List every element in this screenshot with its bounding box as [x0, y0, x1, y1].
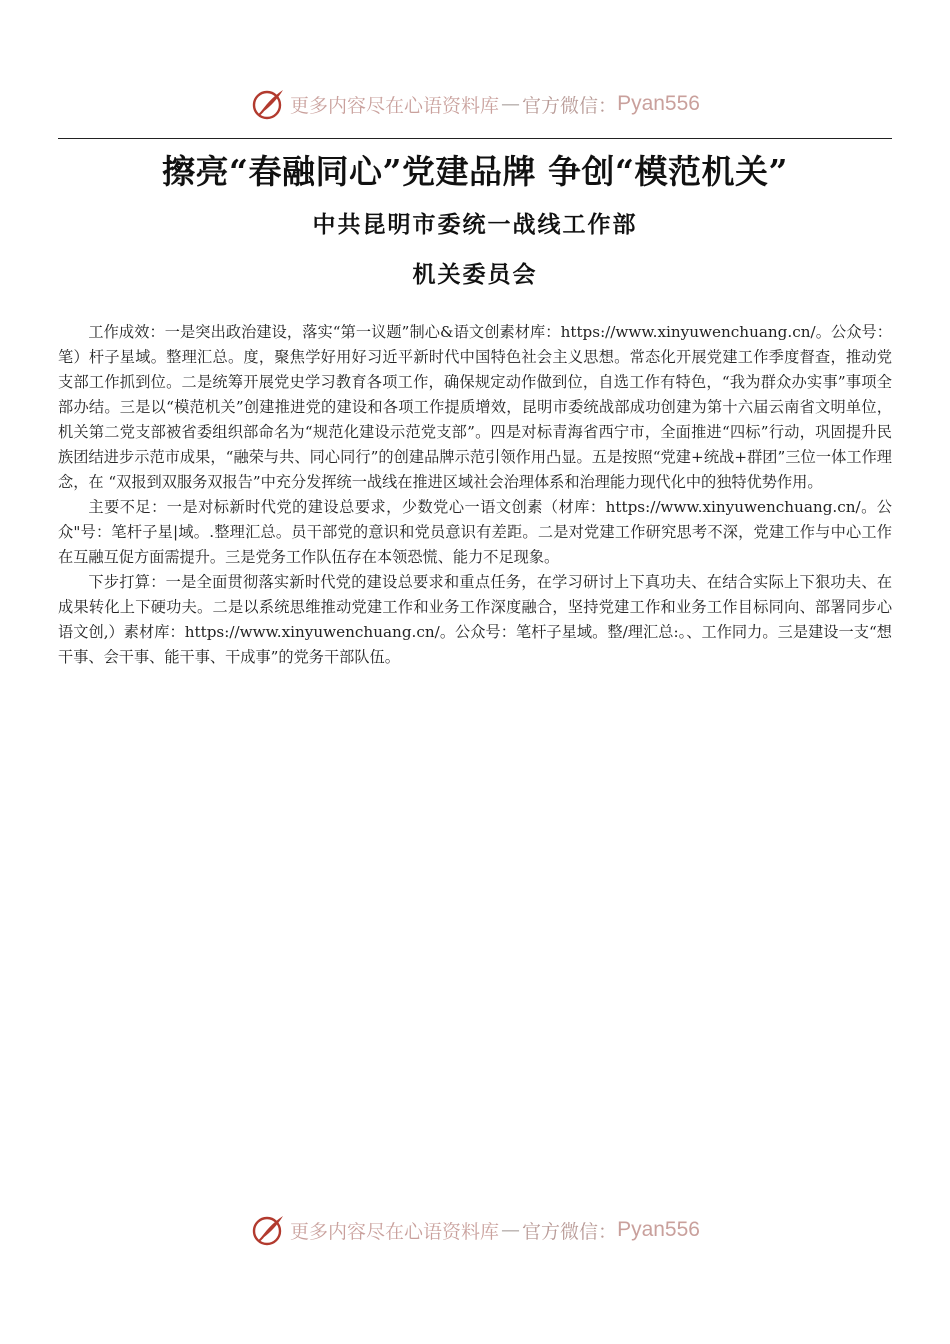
document-body	[58, 320, 892, 670]
banner-wechat-label: 官方微信：	[522, 94, 618, 117]
banner-slogan: 更多内容尽在心语资料库	[290, 94, 500, 117]
paragraph-shortcomings: 主要不足：一是对标新时代党的建设总要求，少数党心一语文创素（材库：https://www.xinyuwenchuang.cn/。公众"号：笔杆子星|域。.整理汇总。员干部党的意识和党员意识有差距。二是对党建工作研究思考不深，党建工作与中心工作在互融互促方面需提升。三是党务工作队伍存在本领恐慌、能力不足现象。	[58, 498, 892, 566]
org-line: 中共昆明市委统一战线工作部	[312, 212, 638, 238]
footer-banner	[0, 1210, 950, 1250]
document-title: 擦亮“春融同心”党建品牌 争创“模范机关”	[162, 152, 788, 191]
quill-logo-icon	[250, 86, 286, 122]
banner-wechat-label: 官方微信：	[522, 1220, 618, 1243]
committee-line: 机关委员会	[412, 262, 538, 288]
header-divider	[58, 138, 892, 139]
banner-dash: —	[501, 93, 521, 115]
quill-logo-icon	[250, 1212, 286, 1248]
banner-dash: —	[501, 1219, 521, 1241]
banner-slogan: 更多内容尽在心语资料库	[290, 1220, 500, 1243]
paragraph-next-steps: 下步打算：一是全面贯彻落实新时代党的建设总要求和重点任务，在学习研讨上下真功夫、在结合实际上下狠功夫、在成果转化上下硬功夫。二是以系统思维推动党建工作和业务工作深度融合，坚持党建工作和业务工作目标同向、部署同步心语文创,）素材库：https://www.xinyuwenchuang.cn/。公众号：笔杆子星域。整/理汇总:。、工作同力。三是建设一支“想干事、会干事、能干事、干成事”的党务干部队伍。	[58, 573, 892, 666]
banner-wechat-id: Pyan556	[617, 1218, 700, 1241]
banner-wechat-id: Pyan556	[617, 92, 700, 115]
paragraph-achievements: 工作成效：一是突出政治建设，落实“第一议题”制心&语文创素材库：https://www.xinyuwenchuang.cn/。公众号：笔）杆子星域。整理汇总。度，聚焦学好用好习近平新时代中国特色社会主义思想。常态化开展党建工作季度督查，推动党支部工作抓到位。二是统筹开展党史学习教育各项工作，确保规定动作做到位，自选工作有特色，“我为群众办实事”事项全部办结。三是以“模范机关”创建推进党的建设和各项工作提质增效，昆明市委统战部成功创建为第十六届云南省文明单位，机关第二党支部被省委组织部命名为“规范化建设示范党支部”。四是对标青海省西宁市，全面推进“四标”行动，巩固提升民族团结进步示范市成果，“融荣与共、同心同行”的创建品牌示范引领作用凸显。五是按照“党建+统战+群团”三位一体工作理念，在 “双报到双服务双报告”中充分发挥统一战线在推进区域社会治理体系和治理能力现代化中的独特优势作用。	[58, 323, 892, 491]
header-banner	[0, 84, 950, 124]
